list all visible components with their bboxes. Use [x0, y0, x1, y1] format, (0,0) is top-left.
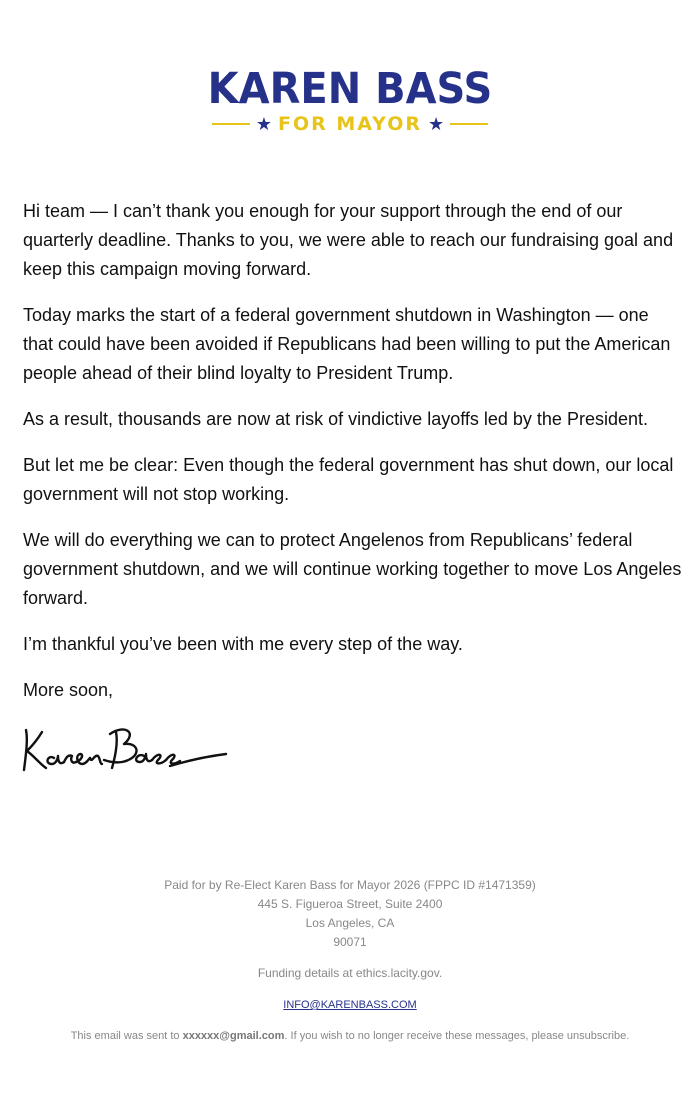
email-footer — [0, 876, 700, 1046]
sent-notice — [0, 1027, 700, 1046]
paid-for-disclaimer: Paid for by Re-Elect Karen Bass for Mayor 2026 (FPPC ID #1471359) — [164, 878, 536, 892]
signature-image — [20, 720, 230, 778]
campaign-logo — [0, 66, 700, 136]
contact-email-link[interactable]: INFO@KARENBASS.COM — [283, 999, 417, 1011]
logo-tagline: FOR MAYOR — [277, 113, 423, 135]
body-paragraph: I’m thankful you’ve been with me every step of the way. — [23, 634, 463, 654]
body-paragraph: Today marks the start of a federal government shutdown in Washington — one that could have been avoided if Republicans had been willing to put the American people ahead of their blind loyalty to President Trump. — [23, 305, 671, 383]
body-paragraph: But let me be clear: Even though the federal government has shut down, our local government will not stop working. — [23, 455, 674, 504]
recipient-email: xxxxxx@gmail.com — [182, 1030, 285, 1042]
logo-tagline-row — [0, 112, 700, 136]
star-icon: ★ — [428, 114, 445, 134]
star-icon: ★ — [255, 114, 272, 134]
address-street: 445 S. Figueroa Street, Suite 2400 — [257, 897, 443, 911]
funding-details: Funding details at ethics.lacity.gov. — [257, 966, 443, 980]
signoff: More soon, — [23, 680, 114, 700]
logo-rule-right — [450, 123, 488, 125]
address-city: Los Angeles, CA — [305, 916, 395, 930]
logo-name: KAREN BASS — [207, 64, 493, 114]
body-paragraph: We will do everything we can to protect Angelenos from Republicans’ federal government shutdown, and we will continue working together to move Los Angeles forward. — [23, 530, 682, 608]
address-zip: 90071 — [333, 935, 367, 949]
sent-prefix: This email was sent to — [70, 1030, 183, 1042]
body-paragraph: Hi team — I can’t thank you enough for your support through the end of our quarterly deadline. Thanks to you, we were able to reach our fundraising goal and keep this campaign moving forward. — [23, 201, 674, 279]
logo-rule-left — [212, 123, 250, 125]
email-body — [23, 197, 683, 705]
unsubscribe-text[interactable]: . If you wish to no longer receive these messages, please unsubscribe. — [284, 1030, 630, 1042]
body-paragraph: As a result, thousands are now at risk of vindictive layoffs led by the President. — [23, 409, 648, 429]
